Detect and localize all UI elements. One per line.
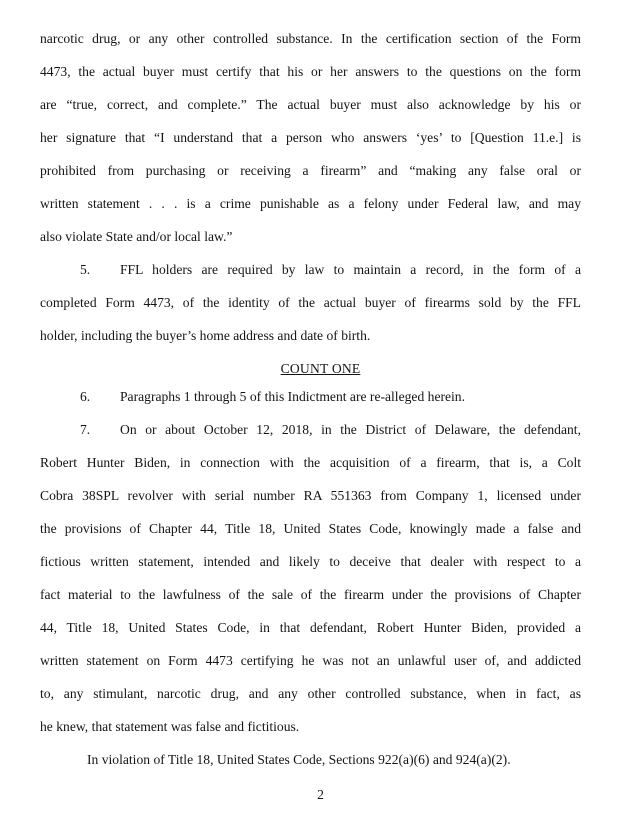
paragraph-7-number: 7. — [80, 422, 91, 437]
violation-statement: In violation of Title 18, United States Code, Sections 922(a)(6) and 924(a)(2). — [87, 752, 511, 767]
paragraph-6-number: 6. — [80, 389, 91, 404]
paragraph-5-line: holder, including the buyer’s home address and date of birth. — [40, 328, 371, 343]
paragraph-5-line: FFL holders are required by law to maintain a record, in the form of a — [120, 262, 581, 277]
paragraph-4-line: also violate State and/or local law.” — [40, 229, 233, 244]
paragraph-7-line: fictious written statement, intended and likely to deceive that dealer with respect to a — [40, 554, 581, 569]
paragraph-4-line: narcotic drug, or any other controlled substance. In the certification section of the Form — [40, 31, 581, 46]
count-one-heading — [0, 359, 641, 379]
paragraph-7-line: he knew, that statement was false and fictitious. — [40, 719, 300, 734]
paragraph-5-line: completed Form 4473, of the identity of the actual buyer of firearms sold by the FFL — [40, 295, 581, 310]
paragraph-7-line: 44, Title 18, United States Code, in that defendant, Robert Hunter Biden, provided a — [40, 620, 581, 635]
paragraph-7-line: the provisions of Chapter 44, Title 18, United States Code, knowingly made a false and — [40, 521, 581, 536]
paragraph-4-line: her signature that “I understand that a person who answers ‘yes’ to [Question 11.e.] is — [40, 130, 581, 145]
count-one-heading-text: COUNT ONE — [280, 361, 361, 376]
paragraph-7-line: On or about October 12, 2018, in the District of Delaware, the defendant, — [120, 422, 581, 437]
paragraph-7-line: to, any stimulant, narcotic drug, and any other controlled substance, when in fact, as — [40, 686, 581, 701]
paragraph-4-line: 4473, the actual buyer must certify that his or her answers to the questions on the form — [40, 64, 581, 79]
paragraph-5-number: 5. — [80, 262, 91, 277]
paragraph-7-line: Cobra 38SPL revolver with serial number RA 551363 from Company 1, licensed under — [40, 488, 581, 503]
paragraph-4-line: prohibited from purchasing or receiving a firearm” and “making any false oral or — [40, 163, 581, 178]
paragraph-4-line: written statement . . . is a crime punishable as a felony under Federal law, and may — [40, 196, 581, 211]
paragraph-4-line: are “true, correct, and complete.” The actual buyer must also acknowledge by his or — [40, 97, 581, 112]
paragraph-7-line: fact material to the lawfulness of the sale of the firearm under the provisions of Chapter — [40, 587, 581, 602]
paragraph-7-line: written statement on Form 4473 certifying he was not an unlawful user of, and addicted — [40, 653, 581, 668]
paragraph-7-line: Robert Hunter Biden, in connection with the acquisition of a firearm, that is, a Colt — [40, 455, 581, 470]
page-number: 2 — [317, 787, 324, 802]
paragraph-6-text: Paragraphs 1 through 5 of this Indictment are re-alleged herein. — [120, 389, 466, 404]
